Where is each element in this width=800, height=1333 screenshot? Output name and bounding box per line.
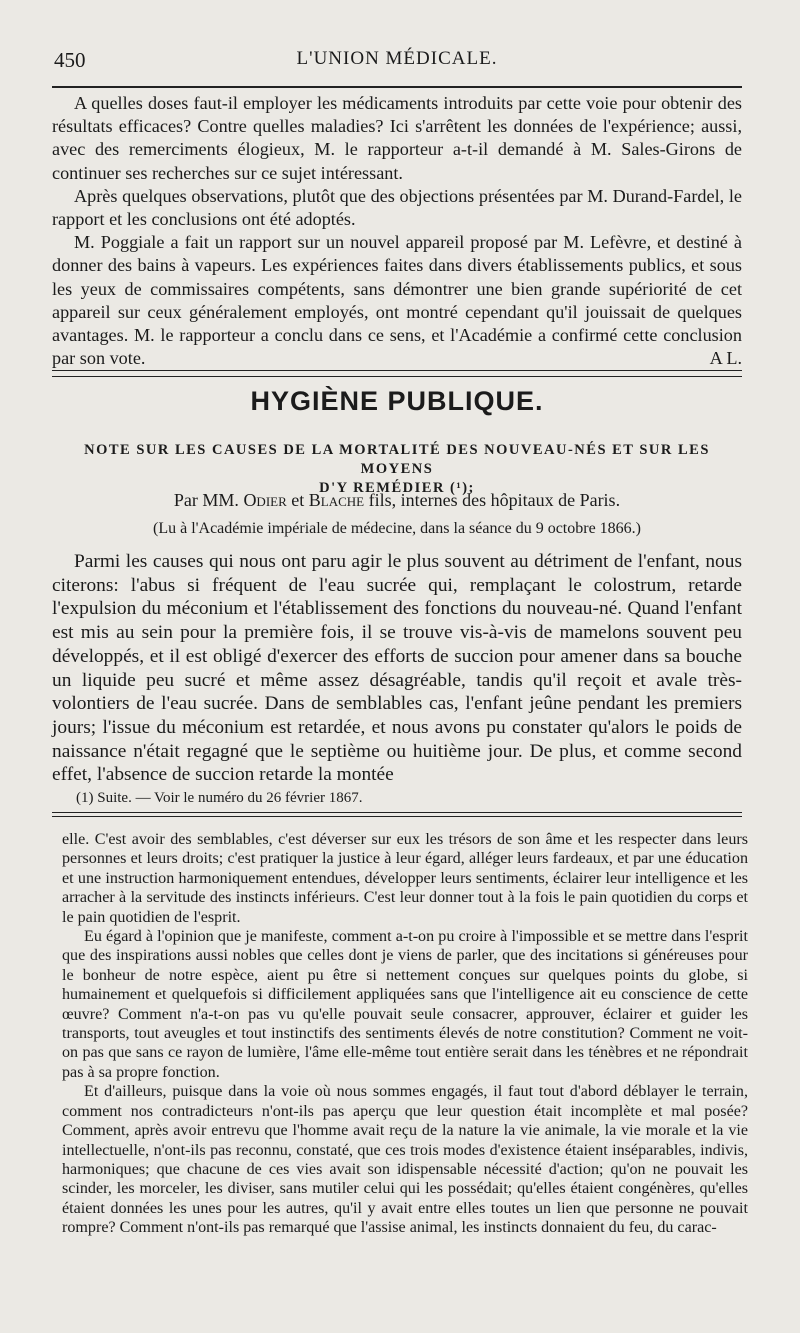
reading-note: (Lu à l'Académie impériale de médecine, dans la séance du 9 octobre 1866.) bbox=[152, 520, 641, 537]
author-name: Blache bbox=[308, 490, 365, 510]
byline-prefix: Par MM. bbox=[173, 490, 239, 510]
feuilleton-section bbox=[62, 830, 748, 1238]
academy-report-section bbox=[52, 92, 742, 370]
signature: A L. bbox=[709, 348, 742, 369]
footnote: (1) Suite. — Voir le numéro du 26 février 1867. bbox=[76, 790, 363, 806]
paragraph: Eu égard à l'opinion que je manifeste, comment a-t-on pu croire à l'impossible et se mettre dans l'esprit que des inspirations aussi nobles que celles dont je viens de parler, que des incitations si généreuses pour le bonheur de notre espèce, aient pu être si nettement conçues sur quelques points du globe, si humainement et quelquefois si difficilement appliquées sans que l'intelligence ait eu conscience de cette œuvre? Comment n'a-t-on pas vu qu'elle pouvait seule consacrer, approuver, éclairer et guider les transports, tout aveugles et tout instinctifs des sentiments élevés de notre constitution? Comment ne voit-on pas que sans ce rayon de lumière, l'âme elle-même tout entière serait dans les ténèbres et ne répondrait pas à sa propre fonction. bbox=[62, 928, 748, 1081]
article-title-line: D'Y REMÉDIER (¹); bbox=[319, 480, 475, 496]
feuilleton-divider bbox=[52, 812, 742, 817]
article-body bbox=[52, 550, 742, 787]
paragraph-text: M. Poggiale a fait un rapport sur un nouvel appareil proposé par M. Lefèvre, et destiné à donner des bains à vapeurs. Les expériences faites dans divers établissements publics, et sous les yeux de commissaires compétents, sans démontrer une bien grande supériorité de cet appareil sur ceux généralement employés, ont montré cependant qu'il jouissait de quelques avantages. M. le rapporteur a conclu dans ce sens, et l'Académie a confirmé cette conclusion par son vote. bbox=[52, 232, 742, 369]
paragraph bbox=[52, 231, 742, 370]
paragraph: Parmi les causes qui nous ont paru agir le plus souvent au détriment de l'enfant, nous citerons: l'abus si fréquent de l'eau sucrée qui, remplaçant le colostrum, retarde l'expulsion du méconium et l'établissement des fonctions du nouveau-né. Quand l'enfant est mis au sein pour la première fois, il se trouve vis-à-vis de mamelons souvent peu développés, et il est obligé d'exercer des efforts de succion pour amener dans sa bouche un liquide peu sucré et même assez désagréable, tandis qu'il reçoit et avale très-volontiers de l'eau sucrée. Dans de semblables cas, l'enfant jeûne pendant les premiers jours; l'issue du méconium est retardée, et nous avons pu constater qu'alors le poids de naissance n'était regagné que le septième ou huitième jour. De plus, et comme second effet, l'absence de succion retarde la montée bbox=[52, 551, 742, 786]
paragraph: elle. C'est avoir des semblables, c'est déverser sur eux les trésors de son âme et les respecter dans leurs personnes et leurs droits; c'est pratiquer la justice à leur égard, alléger leurs fardeaux, et par une éducation et une instruction harmoniquement entendues, développer leurs sentiments, éclairer leur intelligence et les arracher à la servitude des instincts inférieurs. C'est leur donner tout à la fois le pain quotidien du corps et le pain quotidien de l'esprit. bbox=[62, 831, 748, 926]
section-divider bbox=[52, 370, 742, 377]
byline bbox=[52, 490, 742, 511]
byline-suffix: fils, internes des hôpitaux de Paris. bbox=[368, 490, 621, 510]
page-number: 450 bbox=[54, 48, 86, 72]
paragraph: Après quelques observations, plutôt que des objections présentées par M. Durand-Fardel, le rapport et les conclusions ont été adoptés. bbox=[52, 185, 742, 230]
running-title: L'UNION MÉDICALE. bbox=[296, 48, 498, 69]
byline-conjunction: et bbox=[291, 490, 305, 510]
header-rule bbox=[52, 86, 742, 88]
author-name: Odier bbox=[243, 490, 287, 510]
running-head bbox=[52, 42, 742, 76]
paragraph: A quelles doses faut-il employer les médicaments introduits par cette voie pour obtenir des résultats efficaces? Contre quelles maladies? Ici s'arrêtent les données de l'expérience; aussi, avec des remerciments élogieux, M. le rapporteur a-t-il demandé à M. Sales-Girons de continuer ses recherches sur ce sujet intéressant. bbox=[52, 93, 742, 183]
paragraph: Et d'ailleurs, puisque dans la voie où nous sommes engagés, il faut tout d'abord déblayer le terrain, comment nos contradicteurs n'ont-ils pas aperçu que leur question était incomplète et mal posée? Comment, après avoir entrevu que l'homme avait reçu de la nature la vie animale, la vie morale et la vie intellectuelle, n'ont-ils pas reconnu, constaté, que ces trois modes d'existence étaient inséparables, indivis, harmoniques; que chacune de ces vies avait son idispensable nécessité d'action; qu'on ne pouvait les scinder, les morceler, les diviser, sans mutiler celui qui les possédait; qu'elles étaient congénères, qu'elles étaient données les unes pour les autres, qu'il y avait entre elles toutes un lien que personne ne pouvait rompre? Comment n'ont-ils pas remarqué que l'assise animal, les instincts donnaient du feu, du carac- bbox=[62, 1083, 748, 1237]
article-title-line: NOTE SUR LES CAUSES DE LA MORTALITÉ DES NOUVEAU-NÉS ET SUR LES MOYENS bbox=[84, 442, 710, 477]
section-heading: HYGIÈNE PUBLIQUE. bbox=[250, 386, 544, 416]
